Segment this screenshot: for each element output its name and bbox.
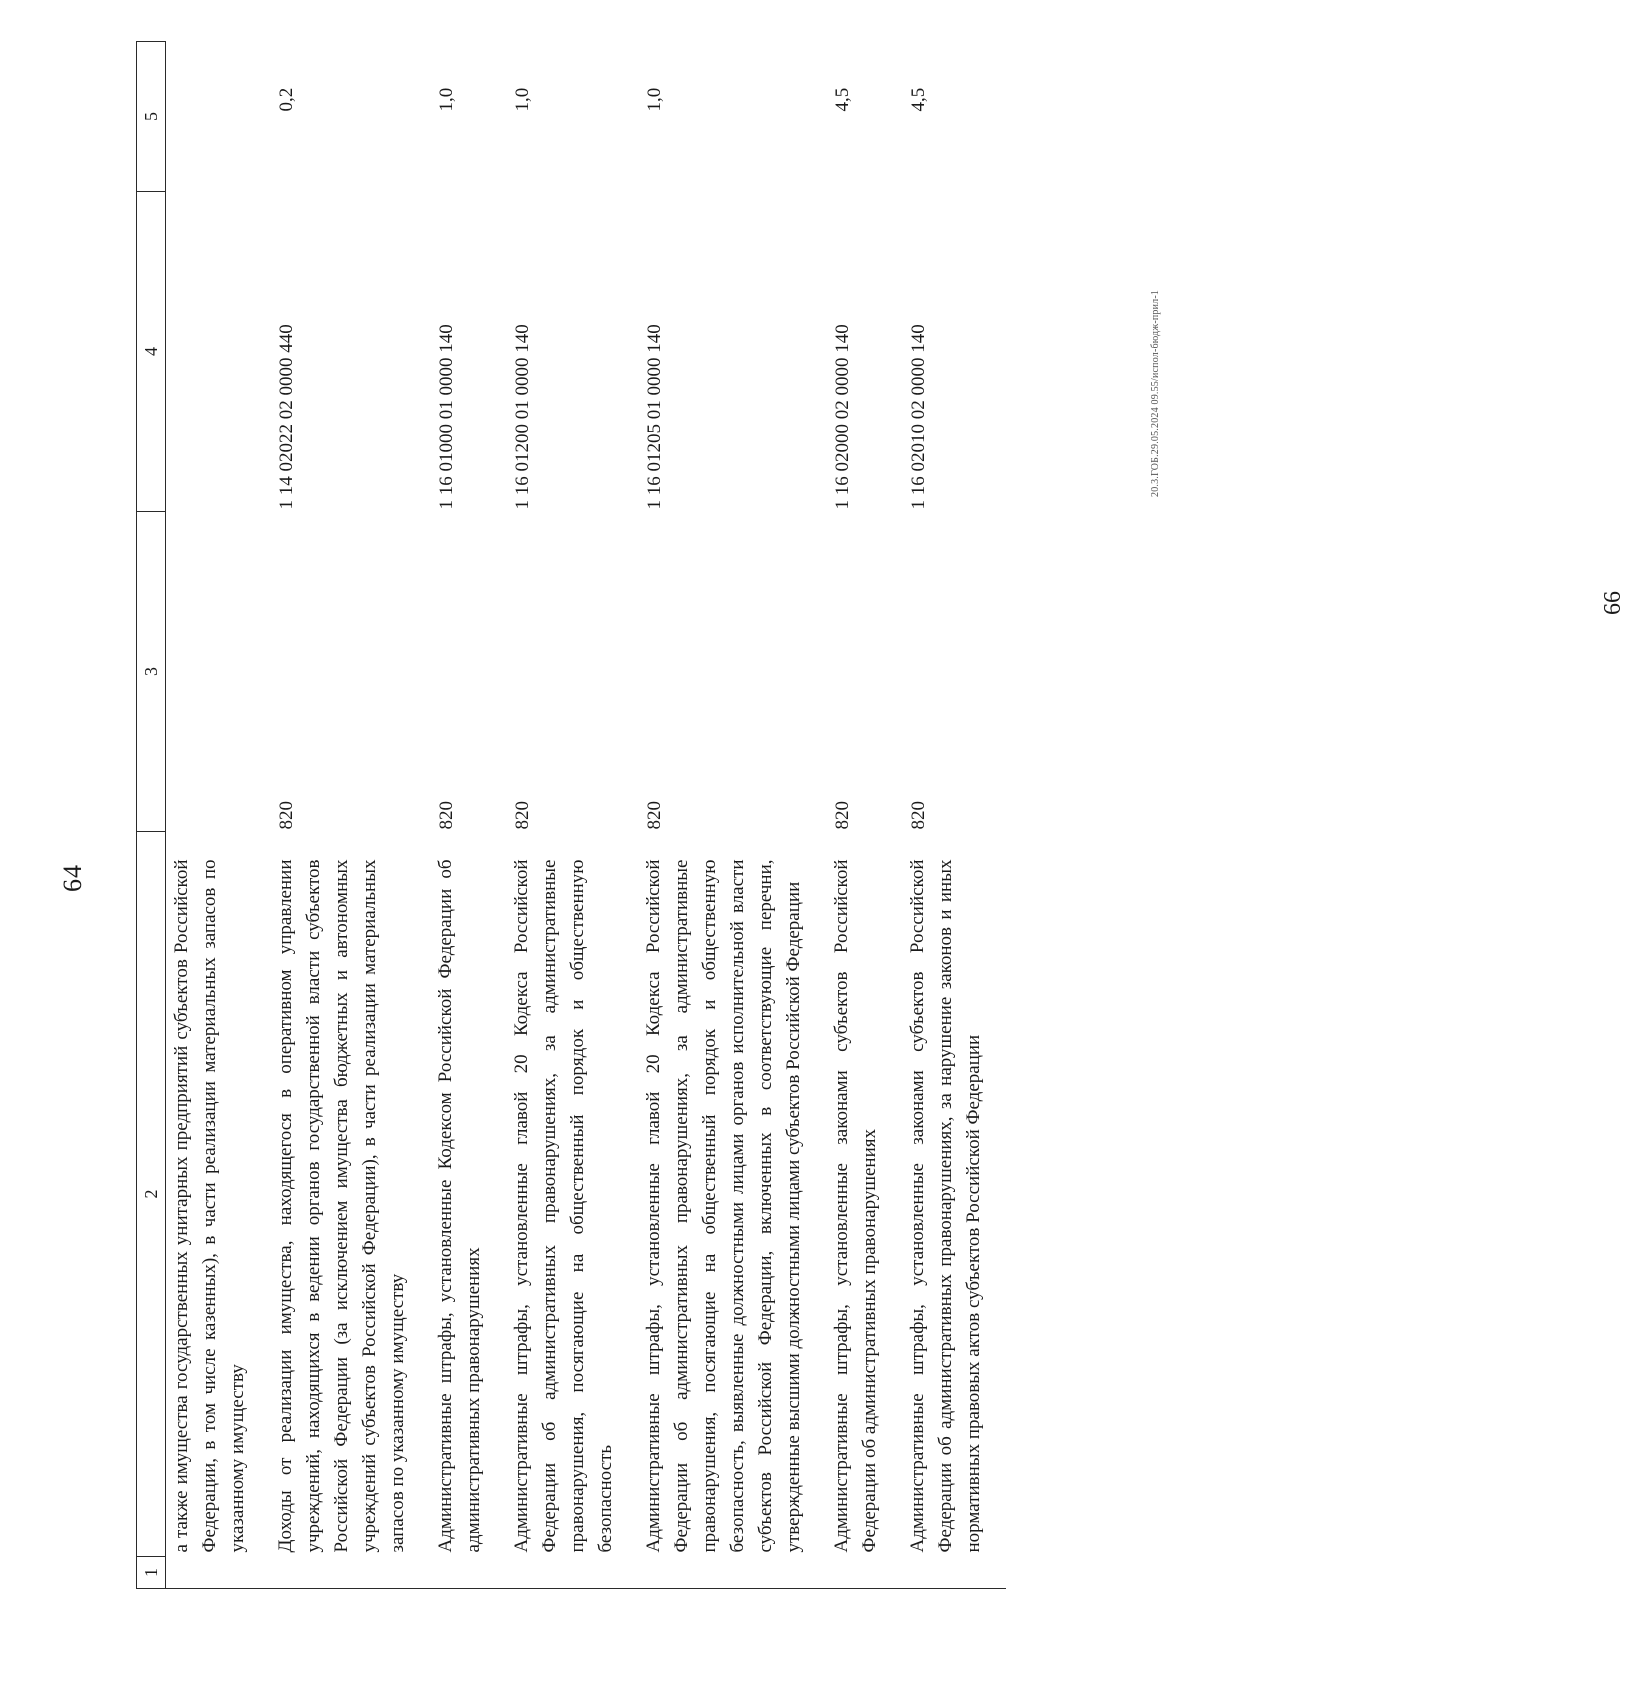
amount-cell bbox=[506, 42, 638, 192]
admin-code-cell bbox=[166, 512, 271, 832]
kbk-code-cell: 1 16 01000 01 0000 140 bbox=[436, 324, 457, 510]
row-number-cell bbox=[638, 1557, 826, 1589]
col-header-2: 2 bbox=[137, 832, 166, 1557]
admin-code-cell: 820 bbox=[908, 801, 929, 830]
admin-code-cell: 820 bbox=[276, 801, 297, 830]
admin-code-cell: 820 bbox=[832, 801, 853, 830]
table-row bbox=[638, 42, 826, 1589]
table-row bbox=[826, 42, 902, 1589]
admin-code-cell: 820 bbox=[512, 801, 533, 830]
kbk-code-cell: 1 16 01200 01 0000 140 bbox=[512, 324, 533, 510]
side-page-number: 66 bbox=[1600, 591, 1626, 615]
amount-value: 4,5 bbox=[832, 87, 853, 112]
row-number-cell bbox=[430, 1557, 506, 1589]
amount-cell bbox=[902, 42, 1006, 192]
amount-cell bbox=[270, 42, 430, 192]
description-cell: Административные штрафы, установленные законами субъектов Российской Федерации об административных правонарушениях bbox=[831, 859, 880, 1553]
row-number-cell bbox=[902, 1557, 1006, 1589]
amount-cell bbox=[166, 42, 271, 192]
page-number: 64 bbox=[58, 864, 87, 892]
col-header-5: 5 bbox=[137, 42, 166, 192]
description-cell: Административные штрафы, установленные Кодексом Российской Федерации об административных правонарушениях bbox=[435, 859, 484, 1553]
document-footer-code: 20.3.ГОБ.29.05.2024 09.55/испол-бюдж-прил-1 bbox=[1150, 289, 1161, 497]
description-cell: Доходы от реализации имущества, находящегося в оперативном управлении учреждений, находящихся в ведении органов государственной власти субъектов Российской Федерации (за исключением имущества бюджетных и автономных учреждений субъектов Российской Федерации), в части реализации материальных запасов по указанному имуществу bbox=[275, 859, 408, 1553]
table-row bbox=[270, 42, 430, 1589]
amount-cell bbox=[638, 42, 826, 192]
row-number-cell bbox=[506, 1557, 638, 1589]
description-cell: а также имущества государственных унитарных предприятий субъектов Российской Федерации, в том числе казенных), в части реализации материальных запасов по указанному имуществу bbox=[171, 859, 248, 1553]
description-cell: Административные штрафы, установленные главой 20 Кодекса Российской Федерации об административных правонарушениях, за административные правонарушения, посягающие на общественный порядок и общественную безопасность bbox=[511, 859, 616, 1553]
row-number-cell bbox=[270, 1557, 430, 1589]
amount-value: 4,5 bbox=[908, 87, 929, 112]
kbk-code-cell: 1 16 02010 02 0000 140 bbox=[908, 324, 929, 510]
revenue-table bbox=[136, 41, 1006, 1589]
amount-value: 1,0 bbox=[436, 87, 457, 112]
description-cell: Административные штрафы, установленные законами субъектов Российской Федерации об административных правонарушениях, за нарушение законов и иных нормативных правовых актов субъектов Российской Федерации bbox=[907, 859, 984, 1553]
admin-code-cell: 820 bbox=[436, 801, 457, 830]
row-number-cell bbox=[166, 1557, 271, 1589]
col-header-3: 3 bbox=[137, 512, 166, 832]
table-row bbox=[902, 42, 1006, 1589]
amount-value: 1,0 bbox=[512, 87, 533, 112]
kbk-code-cell: 1 14 02022 02 0000 440 bbox=[276, 324, 297, 510]
table-row bbox=[506, 42, 638, 1589]
description-cell: Административные штрафы, установленные главой 20 Кодекса Российской Федерации об административных правонарушениях, за административные правонарушения, посягающие на общественный порядок и общественную безопасность, выявленные должностными лицами органов исполнительной власти субъектов Российской Федерации, включенных в соответствующие перечни, утвержденные высшими должностными лицами субъектов Российской Федерации bbox=[643, 859, 804, 1553]
kbk-code-cell: 1 16 02000 02 0000 140 bbox=[832, 324, 853, 510]
kbk-code-cell: 1 16 01205 01 0000 140 bbox=[644, 324, 665, 510]
amount-value: 1,0 bbox=[644, 87, 665, 112]
table-header-row bbox=[137, 42, 166, 1589]
amount-cell bbox=[826, 42, 902, 192]
table-row bbox=[166, 42, 271, 1589]
admin-code-cell: 820 bbox=[644, 801, 665, 830]
row-number-cell bbox=[826, 1557, 902, 1589]
col-header-1: 1 bbox=[137, 1557, 166, 1589]
kbk-code-cell bbox=[166, 192, 271, 512]
col-header-4: 4 bbox=[137, 192, 166, 512]
table-row bbox=[430, 42, 506, 1589]
amount-cell bbox=[430, 42, 506, 192]
amount-value: 0,2 bbox=[276, 87, 297, 112]
